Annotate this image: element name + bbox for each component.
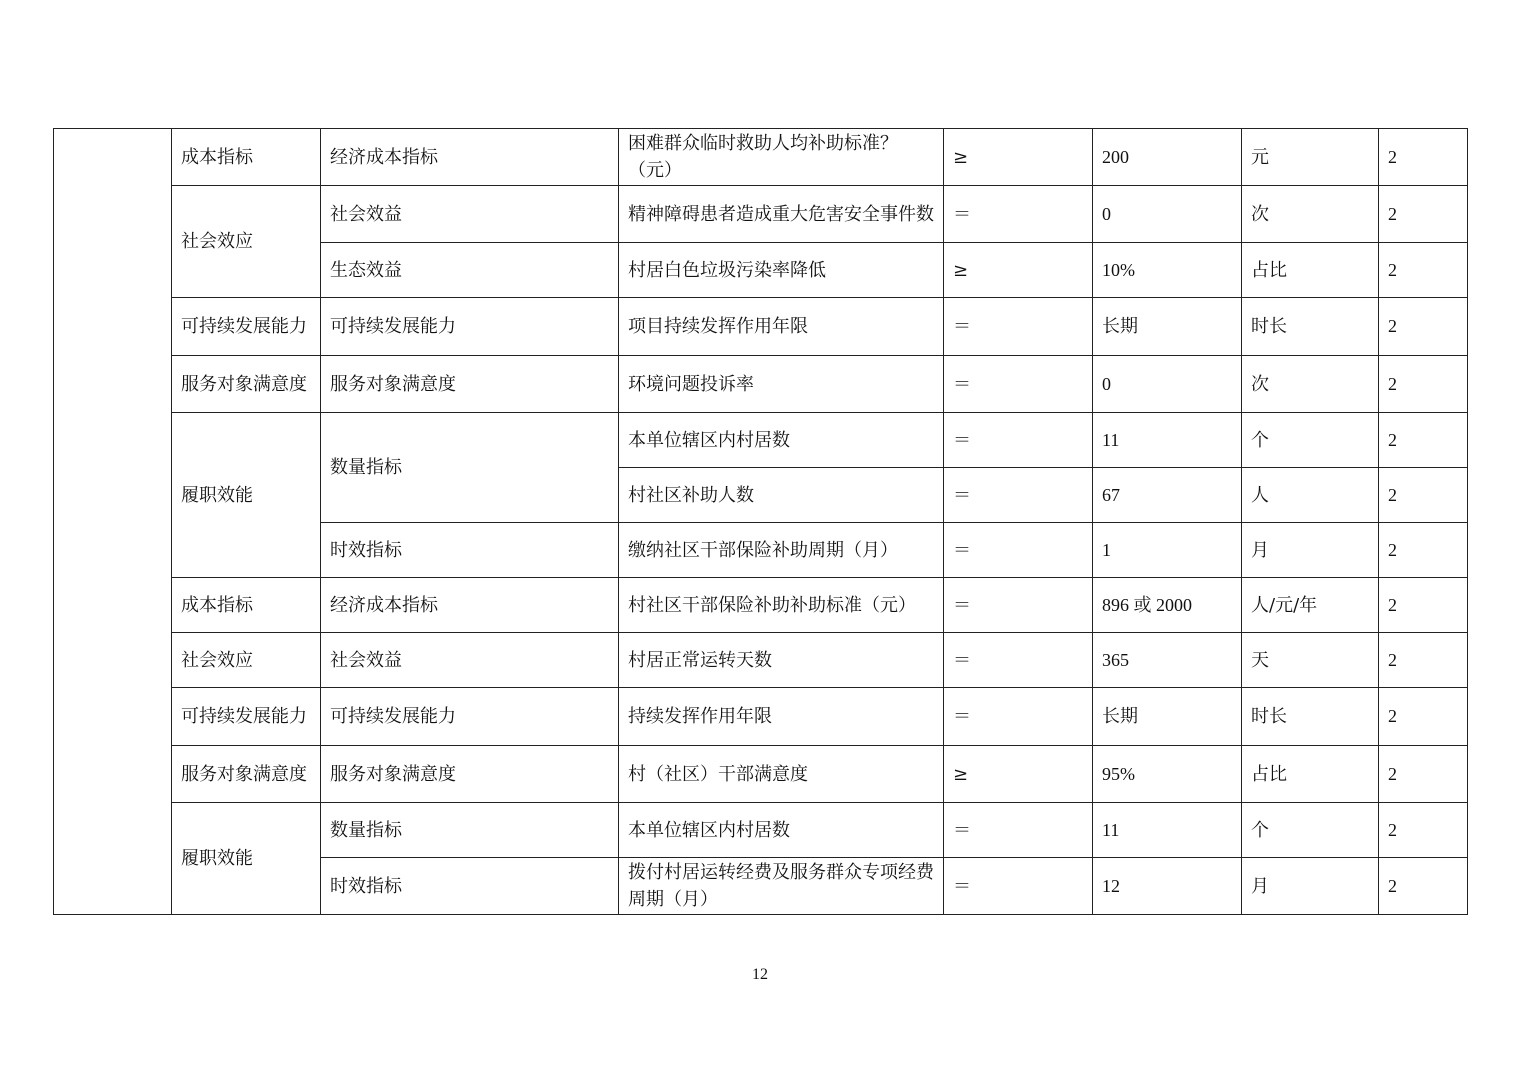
score-cell: 2 xyxy=(1379,746,1468,803)
value-cell: 95% xyxy=(1093,746,1242,803)
indicator-cell: 本单位辖区内村居数 xyxy=(619,413,944,468)
value-cell: 长期 xyxy=(1093,298,1242,356)
page-number: 12 xyxy=(752,966,768,983)
score-cell: 2 xyxy=(1379,413,1468,468)
level2-cell: 可持续发展能力 xyxy=(172,688,321,746)
score-cell: 2 xyxy=(1379,243,1468,298)
level2-cell: 成本指标 xyxy=(172,129,321,186)
level3-cell: 服务对象满意度 xyxy=(321,746,619,803)
score-cell: 2 xyxy=(1379,578,1468,633)
score-cell: 2 xyxy=(1379,186,1468,243)
level3-cell: 社会效益 xyxy=(321,633,619,688)
unit-cell: 个 xyxy=(1242,413,1379,468)
operator-cell: ＝ xyxy=(944,298,1093,356)
indicator-cell: 村居白色垃圾污染率降低 xyxy=(619,243,944,298)
level2-cell: 履职效能 xyxy=(172,413,321,578)
score-cell: 2 xyxy=(1379,688,1468,746)
value-cell: 67 xyxy=(1093,468,1242,523)
value-cell: 896 或 2000 xyxy=(1093,578,1242,633)
indicator-cell: 拨付村居运转经费及服务群众专项经费周期（月） xyxy=(619,858,944,915)
level2-cell: 服务对象满意度 xyxy=(172,746,321,803)
operator-cell: ＝ xyxy=(944,186,1093,243)
operator-cell: ＝ xyxy=(944,803,1093,858)
value-cell: 0 xyxy=(1093,356,1242,413)
unit-cell: 次 xyxy=(1242,356,1379,413)
operator-cell: ＝ xyxy=(944,688,1093,746)
indicator-cell: 本单位辖区内村居数 xyxy=(619,803,944,858)
value-cell: 长期 xyxy=(1093,688,1242,746)
operator-cell: ＝ xyxy=(944,356,1093,413)
indicator-cell: 环境问题投诉率 xyxy=(619,356,944,413)
indicator-cell: 村社区干部保险补助补助标准（元） xyxy=(619,578,944,633)
score-cell: 2 xyxy=(1379,633,1468,688)
unit-cell: 月 xyxy=(1242,858,1379,915)
level3-cell: 生态效益 xyxy=(321,243,619,298)
level2-cell: 服务对象满意度 xyxy=(172,356,321,413)
indicator-cell: 精神障碍患者造成重大危害安全事件数 xyxy=(619,186,944,243)
value-cell: 200 xyxy=(1093,129,1242,186)
operator-cell: ＝ xyxy=(944,858,1093,915)
indicator-table xyxy=(53,128,1468,915)
operator-cell: ≥ xyxy=(944,243,1093,298)
value-cell: 0 xyxy=(1093,186,1242,243)
unit-cell: 元 xyxy=(1242,129,1379,186)
indicator-cell: 村社区补助人数 xyxy=(619,468,944,523)
score-cell: 2 xyxy=(1379,858,1468,915)
indicator-cell: 村（社区）干部满意度 xyxy=(619,746,944,803)
score-cell: 2 xyxy=(1379,298,1468,356)
value-cell: 365 xyxy=(1093,633,1242,688)
operator-cell: ≥ xyxy=(944,746,1093,803)
unit-cell: 个 xyxy=(1242,803,1379,858)
unit-cell: 人/元/年 xyxy=(1242,578,1379,633)
unit-cell: 占比 xyxy=(1242,746,1379,803)
level3-cell: 数量指标 xyxy=(321,803,619,858)
score-cell: 2 xyxy=(1379,129,1468,186)
value-cell: 12 xyxy=(1093,858,1242,915)
value-cell: 11 xyxy=(1093,413,1242,468)
unit-cell: 月 xyxy=(1242,523,1379,578)
operator-cell: ＝ xyxy=(944,523,1093,578)
value-cell: 1 xyxy=(1093,523,1242,578)
indicator-cell: 村居正常运转天数 xyxy=(619,633,944,688)
level3-cell: 时效指标 xyxy=(321,858,619,915)
level2-cell: 社会效应 xyxy=(172,633,321,688)
unit-cell: 时长 xyxy=(1242,298,1379,356)
operator-cell: ≥ xyxy=(944,129,1093,186)
score-cell: 2 xyxy=(1379,356,1468,413)
level3-cell: 服务对象满意度 xyxy=(321,356,619,413)
operator-cell: ＝ xyxy=(944,633,1093,688)
level2-cell: 履职效能 xyxy=(172,803,321,915)
indicator-cell: 项目持续发挥作用年限 xyxy=(619,298,944,356)
unit-cell: 天 xyxy=(1242,633,1379,688)
level3-cell: 数量指标 xyxy=(321,413,619,523)
level3-cell: 社会效益 xyxy=(321,186,619,243)
level3-cell: 经济成本指标 xyxy=(321,578,619,633)
value-cell: 11 xyxy=(1093,803,1242,858)
operator-cell: ＝ xyxy=(944,413,1093,468)
unit-cell: 次 xyxy=(1242,186,1379,243)
level3-cell: 经济成本指标 xyxy=(321,129,619,186)
level1-cell xyxy=(54,129,172,915)
level2-cell: 成本指标 xyxy=(172,578,321,633)
level3-cell: 时效指标 xyxy=(321,523,619,578)
score-cell: 2 xyxy=(1379,468,1468,523)
value-cell: 10% xyxy=(1093,243,1242,298)
operator-cell: ＝ xyxy=(944,578,1093,633)
operator-cell: ＝ xyxy=(944,468,1093,523)
unit-cell: 时长 xyxy=(1242,688,1379,746)
indicator-cell: 缴纳社区干部保险补助周期（月） xyxy=(619,523,944,578)
level2-cell: 可持续发展能力 xyxy=(172,298,321,356)
score-cell: 2 xyxy=(1379,523,1468,578)
level3-cell: 可持续发展能力 xyxy=(321,688,619,746)
level2-cell: 社会效应 xyxy=(172,186,321,298)
unit-cell: 占比 xyxy=(1242,243,1379,298)
indicator-cell: 持续发挥作用年限 xyxy=(619,688,944,746)
indicator-cell: 困难群众临时救助人均补助标准？（元） xyxy=(619,129,944,186)
level3-cell: 可持续发展能力 xyxy=(321,298,619,356)
unit-cell: 人 xyxy=(1242,468,1379,523)
score-cell: 2 xyxy=(1379,803,1468,858)
